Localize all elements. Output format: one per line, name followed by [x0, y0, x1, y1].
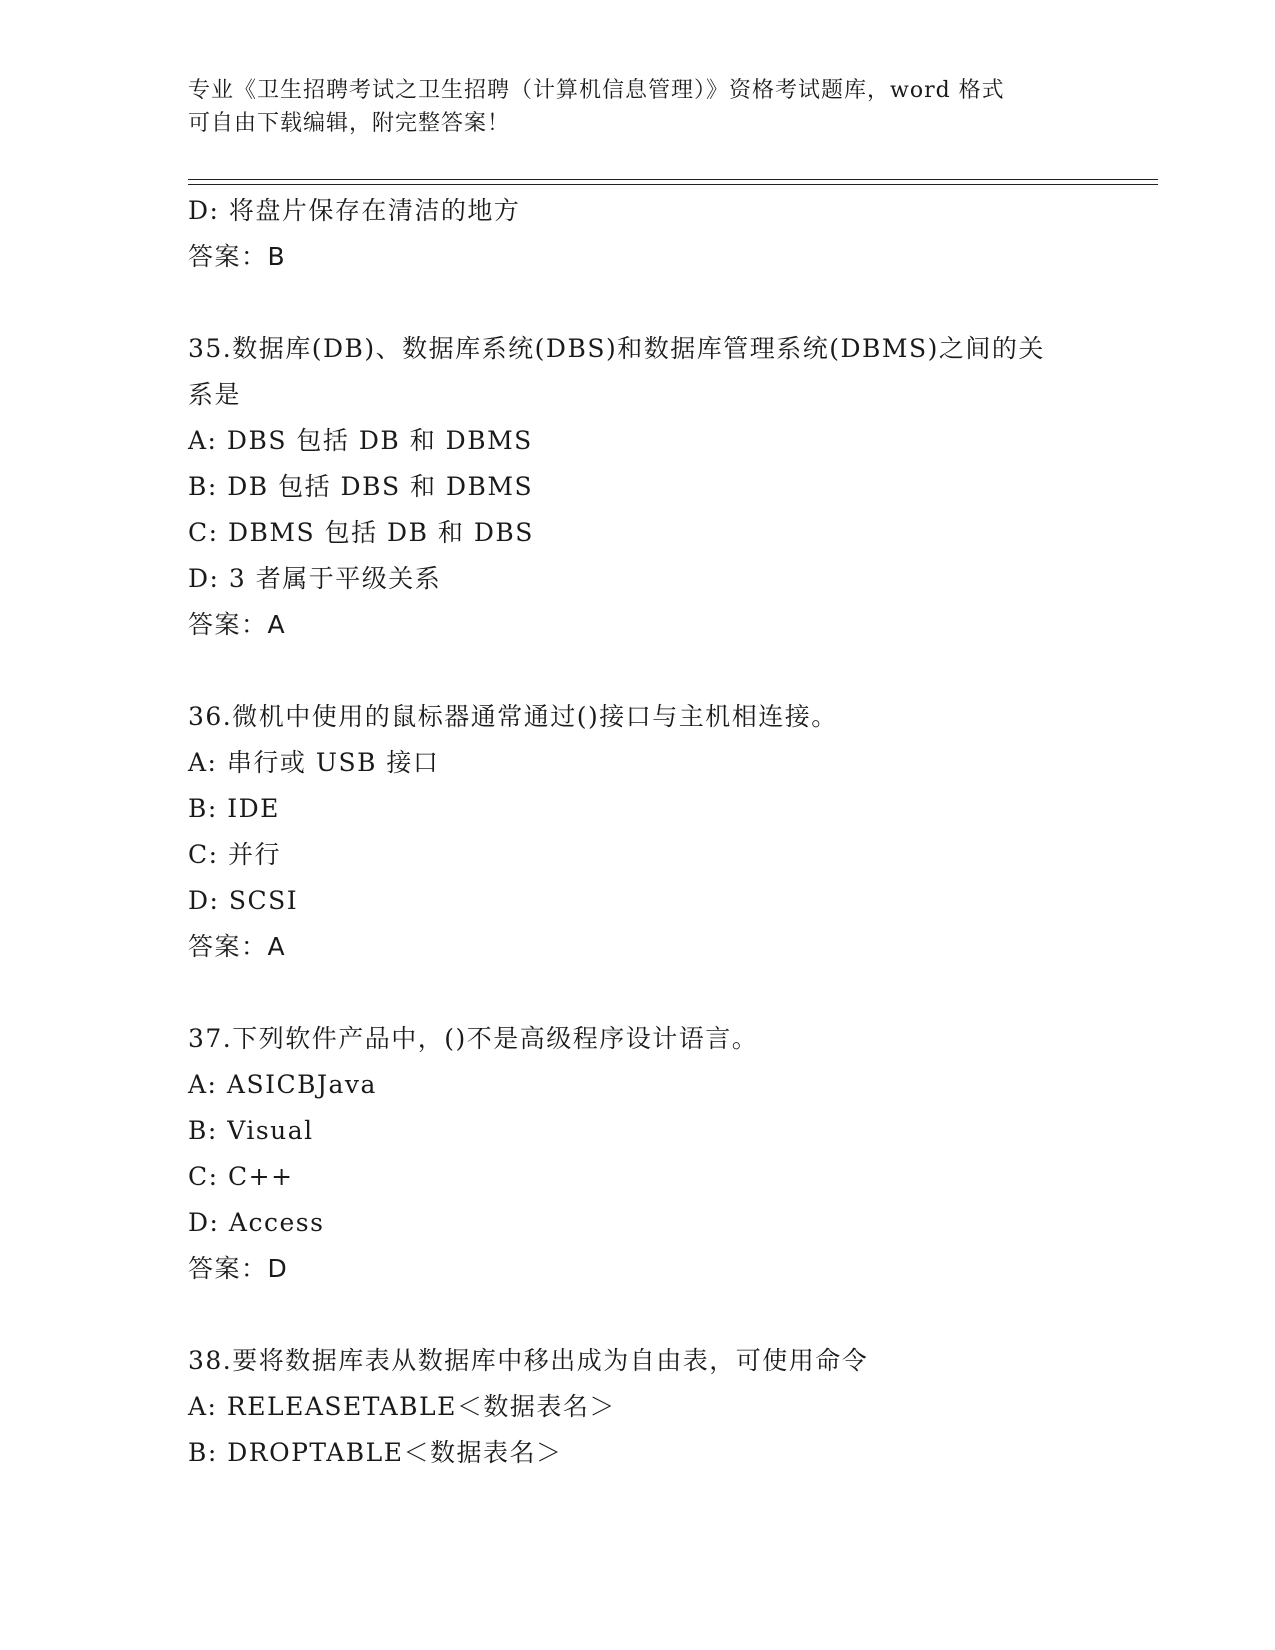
header-line-2: 可自由下载编辑，附完整答案！ [188, 111, 511, 136]
option-d: D: 将盘片保存在清洁的地方 [188, 196, 521, 225]
question-stem: 35.数据库(DB)、数据库系统(DBS)和数据库管理系统(DBMS)之间的关 [188, 334, 1045, 363]
question-stem: 38.要将数据库表从数据库中移出成为自由表，可使用命令 [188, 1346, 869, 1375]
header-divider-bottom [188, 184, 1158, 185]
question-list [188, 188, 1088, 1476]
option-b: B: IDE [188, 794, 280, 823]
option-d: D: SCSI [188, 886, 299, 915]
question-stem: 37.下列软件产品中，()不是高级程序设计语言。 [188, 1024, 759, 1053]
question-36 [188, 694, 1088, 970]
question-34-tail [188, 188, 1088, 280]
option-a: A: ASICBJava [188, 1070, 377, 1099]
answer-label: 答案：D [188, 1254, 289, 1283]
option-d: D: 3 者属于平级关系 [188, 564, 442, 593]
option-d: D: Access [188, 1208, 325, 1237]
option-a: A: RELEASETABLE＜数据表名＞ [188, 1392, 616, 1421]
option-c: C: 并行 [188, 840, 281, 869]
option-c: C: C++ [188, 1162, 294, 1191]
header-line-1: 专业《卫生招聘考试之卫生招聘（计算机信息管理）》资格考试题库，word 格式 [188, 78, 1005, 103]
question-35 [188, 326, 1088, 648]
option-b: B: DB 包括 DBS 和 DBMS [188, 472, 534, 501]
option-a: A: 串行或 USB 接口 [188, 748, 440, 777]
document-header [188, 74, 1088, 140]
question-stem-continued: 系是 [188, 380, 242, 409]
header-divider-top [188, 179, 1158, 180]
answer-label: 答案：A [188, 610, 287, 639]
question-37 [188, 1016, 1088, 1292]
answer-label: 答案：A [188, 932, 287, 961]
question-stem: 36.微机中使用的鼠标器通常通过()接口与主机相连接。 [188, 702, 838, 731]
answer-label: 答案：B [188, 242, 287, 271]
option-a: A: DBS 包括 DB 和 DBMS [188, 426, 533, 455]
option-b: B: Visual [188, 1116, 314, 1145]
question-38 [188, 1338, 1088, 1476]
option-c: C: DBMS 包括 DB 和 DBS [188, 518, 534, 547]
option-b: B: DROPTABLE＜数据表名＞ [188, 1438, 563, 1467]
